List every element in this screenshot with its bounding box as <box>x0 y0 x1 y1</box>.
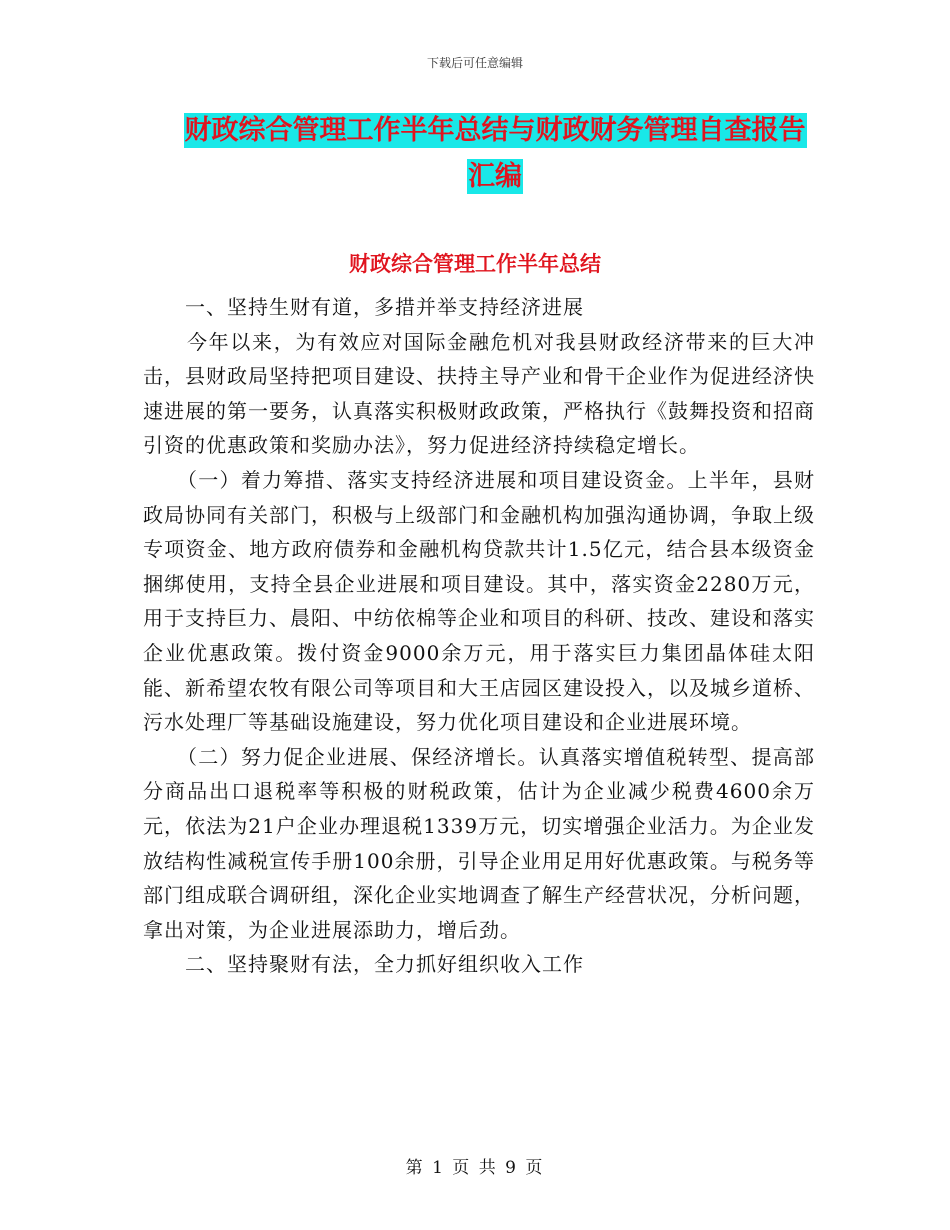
section-title: 财政综合管理工作半年总结 <box>349 252 601 276</box>
section-heading-2: 二、坚持聚财有法，全力抓好组织收入工作 <box>185 952 584 977</box>
section-heading-1: 一、坚持生财有道，多措并举支持经济进展 <box>185 295 584 319</box>
document-body <box>143 290 815 982</box>
document-title-line2: 汇编 <box>468 161 522 192</box>
header-note: 下载后可任意编辑 <box>426 56 523 70</box>
page-number: 第 1 页 共 9 页 <box>405 1158 545 1178</box>
paragraph-2: （一）着力筹措、落实支持经济进展和项目建设资金。上半年，县财政局协同有关部门，积极与上级部门和金融机构加强沟通协调，争取上级专项资金、地方政府债券和金融机构贷款共计1.5亿元，结合县本级资金捆绑使用，支持全县企业进展和项目建设。其中，落实资金2280万元，用于支持巨力、晨阳、中纺依棉等企业和项目的科研、技改、建设和落实企业优惠政策。拨付资金9000余万元，用于落实巨力集团晶体硅太阳能、新希望农牧有限公司等项目和大王店园区建设投入，以及城乡道桥、污水处理厂等基础设施建设，努力优化项目建设和企业进展环境。 <box>143 467 815 735</box>
document-title <box>175 108 815 200</box>
document-title-line1: 财政综合管理工作半年总结与财政财务管理自查报告 <box>184 115 806 146</box>
paragraph-3: （二）努力促企业进展、保经济增长。认真落实增值税转型、提高部分商品出口退税率等积极的财税政策，估计为企业减少税费4600余万元，依法为21户企业办理退税1339万元，切实增强企业活力。为企业发放结构性减税宣传手册100余册，引导企业用足用好优惠政策。与税务等部门组成联合调研组，深化企业实地调查了解生产经营状况，分析问题，拿出对策，为企业进展添助力，增后劲。 <box>143 744 815 942</box>
paragraph-1: 今年以来，为有效应对国际金融危机对我县财政经济带来的巨大冲击，县财政局坚持把项目建设、扶持主导产业和骨干企业作为促进经济快速进展的第一要务，认真落实积极财政政策，严格执行《鼓舞投资和招商引资的优惠政策和奖励办法》，努力促进经济持续稳定增长。 <box>143 329 815 458</box>
